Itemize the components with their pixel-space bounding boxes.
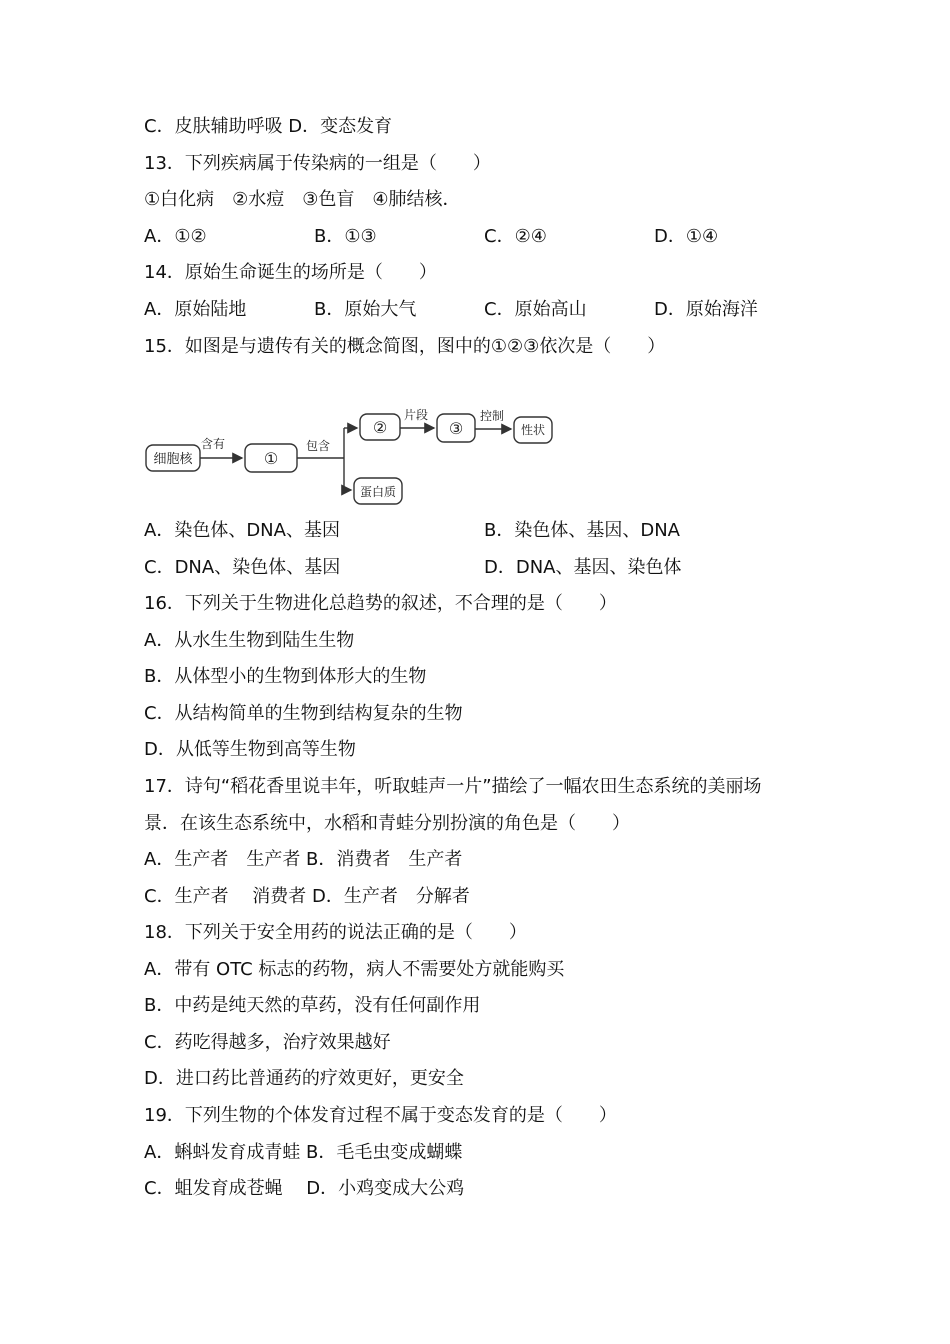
q13-option-b: B．①③ [314,226,377,247]
q15-option-b: B．染色体、基因、DNA [484,520,680,541]
q13-option-a: A．①② [144,226,207,247]
q13-option-c: C．②④ [484,226,547,247]
q19-options-cd: C．蛆发育成苍蝇 D．小鸡变成大公鸡 [144,1178,465,1199]
label-protein: 蛋白质 [359,485,397,499]
label-contains: 含有 [200,437,226,451]
label-nucleus: 细胞核 [153,452,193,467]
q13-question: 13．下列疾病属于传染病的一组是（ ） [144,153,491,174]
q14-option-c: C．原始高山 [484,299,587,320]
q15-option-d: D．DNA、基因、染色体 [484,557,682,578]
q12-options-cd: C．皮肤辅助呼吸 D．变态发育 [144,116,393,137]
q13-items: ①白化病 ②水痘 ③色盲 ④肺结核． [144,189,461,210]
q19-question: 19．下列生物的个体发育过程不属于变态发育的是（ ） [144,1105,617,1126]
q17-options-cd: C．生产者 消费者 D．生产者 分解者 [144,886,470,907]
q18-option-c: C．药吃得越多，治疗效果越好 [144,1032,391,1053]
q15-option-a: A．染色体、DNA、基因 [144,520,340,541]
q15-option-c: C．DNA、染色体、基因 [144,557,341,578]
q14-option-a: A．原始陆地 [144,299,247,320]
q18-option-a: A．带有 OTC 标志的药物，病人不需要处方就能购买 [144,959,565,980]
q13-option-d: D．①④ [654,226,719,247]
genetics-concept-diagram [140,402,560,510]
q19-options-ab: A．蝌蚪发育成青蛙 B．毛毛虫变成蝴蝶 [144,1142,463,1163]
q16-option-b: B．从体型小的生物到体形大的生物 [144,666,427,687]
q14-option-b: B．原始大气 [314,299,417,320]
label-3: ③ [448,419,464,438]
q16-question: 16．下列关于生物进化总趋势的叙述，不合理的是（ ） [144,593,617,614]
q17-question-line2: 景．在该生态系统中，水稻和青蛙分别扮演的角色是（ ） [144,813,630,834]
q14-option-d: D．原始海洋 [654,299,758,320]
q16-option-c: C．从结构简单的生物到结构复杂的生物 [144,703,463,724]
label-2: ② [372,418,388,437]
label-trait: 性状 [520,423,546,437]
q17-options-ab: A．生产者 生产者 B．消费者 生产者 [144,849,463,870]
q16-option-d: D．从低等生物到高等生物 [144,739,356,760]
q18-question: 18．下列关于安全用药的说法正确的是（ ） [144,922,527,943]
label-segment: 片段 [403,408,429,422]
q18-option-b: B．中药是纯天然的草药，没有任何副作用 [144,995,481,1016]
q17-question-line1: 17．诗句“稻花香里说丰年，听取蛙声一片”描绘了一幅农田生态系统的美丽场 [144,776,762,797]
q14-question: 14．原始生命诞生的场所是（ ） [144,262,437,283]
q16-option-a: A．从水生生物到陆生生物 [144,630,355,651]
q18-option-d: D．进口药比普通药的疗效更好，更安全 [144,1068,464,1089]
label-1: ① [263,449,279,468]
q15-question: 15．如图是与遗传有关的概念简图，图中的①②③依次是（ ） [144,336,666,357]
label-include: 包含 [305,439,331,453]
label-control: 控制 [479,409,505,423]
